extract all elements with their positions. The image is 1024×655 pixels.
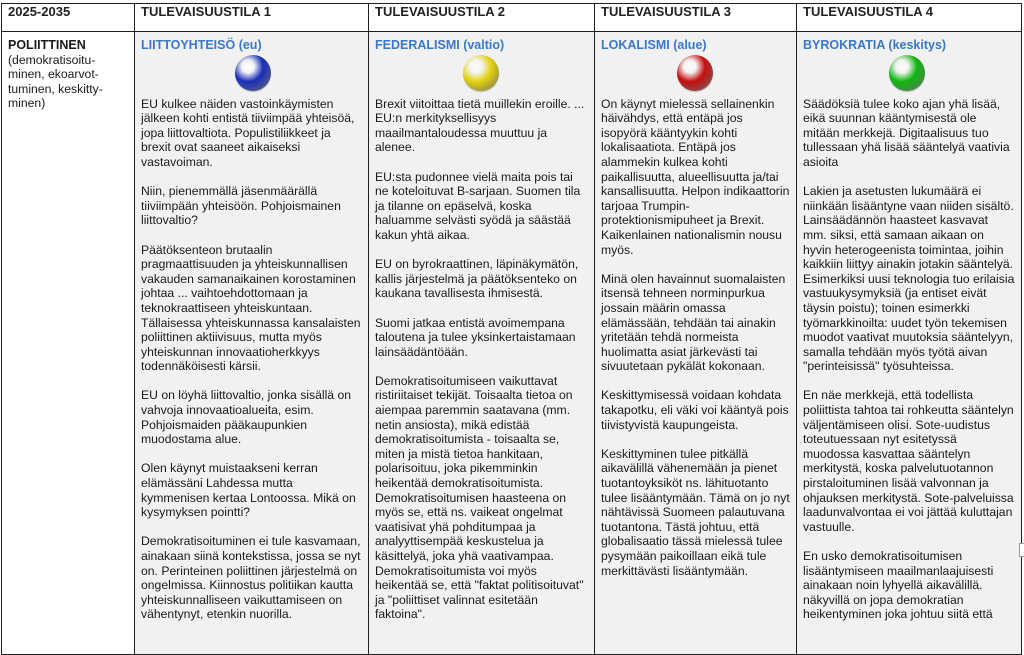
header-row [2,4,1022,32]
political-row [2,32,1022,655]
paragraph: Säädöksiä tulee koko ajan yhä lisää, eikä suunnan kääntymisestä ole mitään merkkejä. Digitaalisuus tuo tullessaan yhä lisää sääntelyä vaativia asioita [803,96,1010,169]
row-title: POLIITTINEN [8,38,86,52]
paragraph: Demokratisoituminen ei tule kasvamaan, ainakaan siinä kontekstissa, jossa se nyt on. Perinteinen poliittinen järjestelmä on ongelmissa. Kiinnostus politiikan kautta yhteiskunnalliseen vaikuttamiseen on vähentynyt, etenkin nuorilla. [141,534,361,622]
scenario-cell-1 [135,32,369,655]
green-ball-icon [889,55,925,91]
scenario-title-4: BYROKRATIA (keskitys) [803,38,947,52]
paragraph: Demokratisoitumiseen vaikuttavat ristiriitaiset tekijät. Toisaalta tietoa on aiempaa paremmin saatavana (mm. netin ansiosta), mikä edistää demokratisoitumista - toisaalta se, miten ja mistä tietoa hankitaan, polarisoituu, joka pikemminkin heikentää demokratisoitumista. Demokratisoitumisen haasteena on myös se, että ns. vaikeat ongelmat vaatisivat yhä pohditumpaa ja analyyttisempää keskustelua ja käsittelyä, joka yhä vaativampaa. Demokratisoitumista voi myös heikentää se, että "faktat politisoituvat" ja "poliittiset valinnat esitetään faktoina". [375,373,584,622]
paragraph: Päätöksenteon brutaalin pragmaattisuuden ja yhteiskunnallisen vakauden samanaikainen korostaminen johtaa ... vaihtoehdottomaan ja teknokraattiseen yhteiskuntaan. Tällaisessa yhteiskunnassa kansalaisten poliittinen aktiivisuus, mutta myös yhteiskunnan innovaatioherkkyys todennäköisesti kärsii. [141,242,361,374]
paragraph: Minä olen havainnut suomalaisten itsensä tehneen norminpurkua jossain määrin omassa elämässään, tehdään tai ainakin yritetään tehdä normeista huolimatta asiat järkevästi tai sivuutetaan pykälät kokonaan. [601,271,786,374]
header-scenario-4: TULEVAISUUSTILA 4 [797,4,1022,32]
paragraph: Suomi jatkaa entistä avoimempana taloutena ja tulee yksinkertaistamaan lainsäädäntöään. [375,315,576,359]
red-ball-icon [677,55,713,91]
scenario-cell-4 [797,32,1022,655]
paragraph: En usko demokratisoitumisen lisääntymiseen maailmanlaajuisesti ainakaan noin lyhyellä aikavälillä. näkyvillä on jopa demokratian heikentyminen joka johtuu siitä että [803,549,994,622]
row-label-cell [2,32,135,655]
paragraph: En näe merkkejä, että todellista poliittista tahtoa tai rohkeutta sääntelyn väljentämiseen olisi. Sote-uudistus toteutuessaan nyt esitetyssä muodossa kasvattaa sääntelyn merkitystä, koska palvelutuotannon pirstaloituminen lisää valvonnan ja ohjauksen merkitystä. Sote-palveluissa laadunvalvontaa ei voi jättää kuluttajan vastuulle. [803,388,1014,534]
paragraph: On käynyt mielessä sellainenkin häivähdys, että entäpä jos isopyörä kääntyykin kohti lokalisaatiota. Entäpä jos alammekin kulkea kohti paikallisuutta, alueellisuutta ja/tai kansallisuutta. Helpon indikaattorin tarjoaa Trumpin-protektionismipuheet ja Brexit. Kaikenlainen nationalismin nousu myös. [601,96,790,257]
header-scenario-1: TULEVAISUUSTILA 1 [135,4,369,32]
paragraph: Brexit viitoittaa tietä muillekin eroille. ... EU:n merkityksellisyys maailmantaloudessa muuttuu ja alenee. [375,96,585,155]
header-scenario-2: TULEVAISUUSTILA 2 [369,4,595,32]
row-subtitle: (demokratisoitu-minen, ekoarvot-tuminen, keskitty-minen) [8,52,103,111]
scroll-handle[interactable] [1019,543,1024,557]
paragraph: Keskittymisessä voidaan kohdata takapotku, eli väki voi kääntyä pois tiivistyvistä kaupungeista. [601,388,789,432]
blue-ball-icon [235,55,271,91]
paragraph: EU on byrokraattinen, läpinäkymätön, kallis järjestelmä ja päätöksenteko on kaukana tavallisesta ihmisestä. [375,257,579,301]
scenario-title-3: LOKALISMI (alue) [601,38,707,52]
scenario-title-1: LIITTOYHTEISÖ (eu) [141,38,262,52]
paragraph: EU kulkee näiden vastoinkäymisten jälkeen kohti entistä tiiviimpää yhteisöä, jopa liittovaltiota. Populistiliikkeet ja brexit ovat saaneet aikaiseksi vastavoiman. [141,96,355,169]
paragraph: Niin, pienemmällä jäsenmäärällä tiiviimpään yhteisöön. Pohjoismainen liittovaltio? [141,184,341,228]
scenario-title-2: FEDERALISMI (valtio) [375,38,505,52]
scenario-cell-2 [369,32,595,655]
scenario-cell-3 [595,32,797,655]
scenario-table [1,3,1022,655]
paragraph: Lakien ja asetusten lukumäärä ei niinkään lisääntyne vaan niiden sisältö. Lainsäädännön haasteet kasvavat mm. siksi, että samaan aikaan on hyvin heterogeenista toimintaa, joihin kaikkiin liittyy ainakin jotakin sääntelyä. Esimerkiksi uusi teknologia tuo erilaisia vastuukysymyksiä (ja entiset eivät täysin poistu); toinen esimerkki työmarkkinoilta: uudet työn tekemisen muodot vaativat muutoksia sääntelyyn, samalla tehdään myös työtä aivan "perinteisissä" työsuhteissa. [803,184,1015,374]
header-period: 2025-2035 [2,4,135,32]
paragraph: Olen käynyt muistaakseni kerran elämässäni Lahdessa mutta kymmenisen kertaa Lontoossa. Mikä on kysymyksen pointti? [141,461,356,520]
paragraph: EU on löyhä liittovaltio, jonka sisällä on vahvoja innovaatioalueita, esim. Pohjoismaiden pääkaupunkien muodostama alue. [141,388,352,447]
paragraph: EU:sta pudonnee vielä maita pois tai ne koteloituvat B-sarjaan. Suomen tila ja tilanne on epäselvä, koska haluamme selvästi syödä ja säästää kakun yhtä aikaa. [375,169,581,242]
paragraph: Keskittyminen tulee pitkällä aikavälillä vähenemään ja pienet tuotantoyksiköt ns. lähituotanto tulee lisääntymään. Tämä on jo nyt nähtävissä Suomeen palautuvana tuotantona. Tästä johtuu, että globalisaatio tässä mielessä tulee pysymään paikoillaan eikä tule merkittävästi lisääntymään. [601,446,790,578]
header-scenario-3: TULEVAISUUSTILA 3 [595,4,797,32]
yellow-ball-icon [463,55,499,91]
